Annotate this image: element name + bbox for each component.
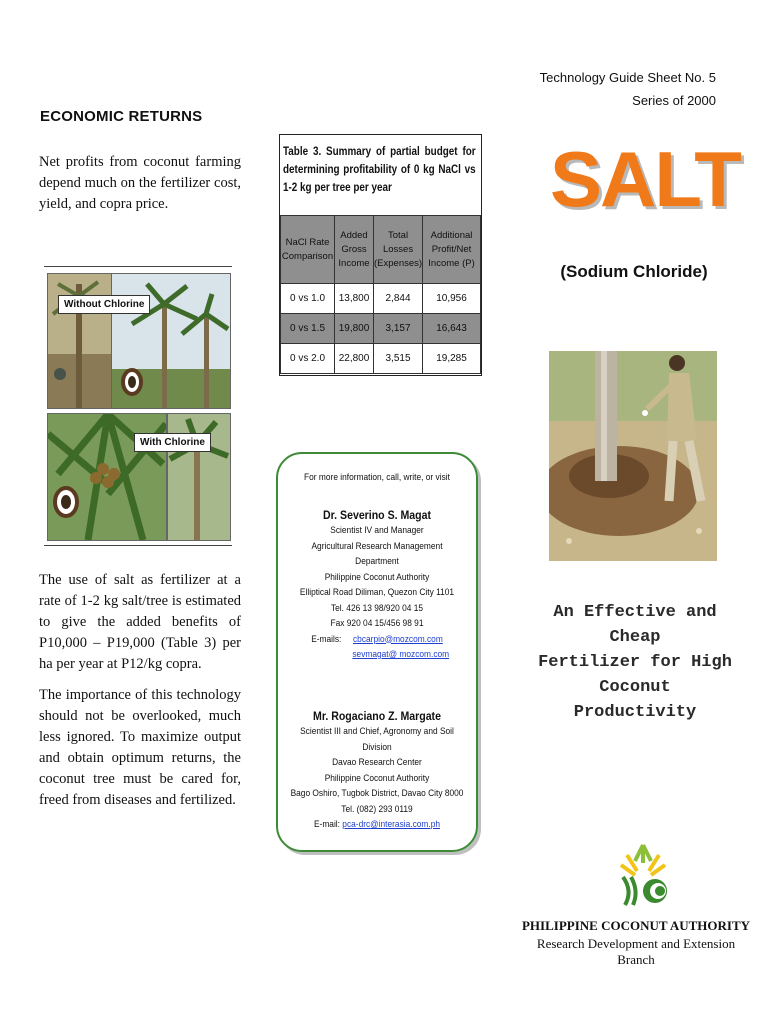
tagline: [535, 600, 735, 725]
table-header: NaCl Rate Comparison: [281, 216, 335, 284]
economic-paragraph-3: The importance of this technology should not be overlooked, much less ignored. To maximize output and obtain optimum returns, the coconut tree must be cared for, freed from diseases and fertilized.: [39, 687, 241, 808]
sheet-series: Series of 2000: [632, 93, 716, 108]
table-row: [281, 314, 481, 344]
contact-person-1-address: Elliptical Road Diliman, Quezon City 1101: [299, 587, 455, 598]
table-row: [281, 344, 481, 374]
contact-person-1-tel: Tel. 426 13 98/920 04 15: [330, 602, 424, 614]
contact-person-1-title: Scientist IV and Manager: [330, 525, 424, 536]
economic-returns-heading: ECONOMIC RETURNS: [40, 108, 203, 125]
sheet-number-block: [540, 66, 716, 112]
salt-title: SALT: [550, 135, 740, 223]
partial-budget-table-panel: [279, 134, 482, 376]
sodium-chloride-subtitle: (Sodium Chloride): [560, 262, 708, 281]
contact-info-box: [276, 452, 478, 852]
chlorine-comparison-photos: [44, 266, 232, 546]
table-cell: 0 vs 1.5: [281, 314, 335, 344]
tagline-line: Productivity: [573, 703, 697, 722]
tagline-line: An Effective and Cheap: [553, 603, 717, 647]
table-cell: 19,800: [335, 314, 374, 344]
table-header: Total Losses (Expenses): [374, 216, 423, 284]
email-link-cbcarpio[interactable]: cbcarpio@mozcom.com: [353, 633, 443, 645]
tagline-line: Fertilizer for High: [538, 653, 732, 672]
economic-paragraph-2: The use of salt as fertilizer at a rate of 1-2 kg salt/tree is estimated to give the added benefits of P10,000 – P19,000 (Table 3) per ha per year at P12/kg copra.: [39, 572, 241, 672]
table-cell: 0 vs 2.0: [281, 344, 335, 374]
contact-person-1-emails: [290, 632, 464, 648]
contact-person-1-fax: Fax 920 04 15/456 98 91: [330, 618, 424, 629]
with-chlorine-caption: With Chlorine: [134, 433, 211, 452]
contact-person-2-org: Philippine Coconut Authority: [324, 772, 430, 784]
contact-person-2-email: [290, 817, 464, 833]
contact-person-1-name: Dr. Severino S. Magat: [323, 507, 431, 522]
contact-person-2-tel: Tel. (082) 293 0119: [341, 803, 413, 815]
table-cell: 10,956: [423, 284, 481, 314]
pca-logo-icon: [613, 841, 673, 911]
table-row: [281, 284, 481, 314]
contact-person-2-dept: Davao Research Center: [332, 757, 422, 768]
table-cell: 2,844: [374, 284, 423, 314]
email-link-sevmagat[interactable]: sevmagat@ mozcom.com: [352, 649, 450, 660]
contact-person-1-dept: Agricultural Research Management Department: [311, 540, 443, 567]
contact-person-1-email-2: [290, 647, 464, 663]
organization-branch: Research Development and Extension Branch: [536, 936, 736, 967]
contact-intro: For more information, call, write, or visit: [304, 472, 450, 483]
table-header: Added Gross Income: [335, 216, 374, 284]
partial-budget-table: [280, 215, 481, 374]
contact-person-2-address: Bago Oshiro, Tugbok District, Davao City 8000: [290, 788, 464, 799]
contact-person-1-org: Philippine Coconut Authority: [324, 571, 430, 583]
photo-without-chlorine-right: [111, 273, 231, 409]
table-header: Additional Profit/Net Income (P): [423, 216, 481, 284]
table-cell: 16,643: [423, 314, 481, 344]
tagline-line: Coconut: [599, 678, 671, 697]
economic-paragraph-1: Net profits from coconut farming depend much on the fertilizer cost, yield, and copra price.: [39, 154, 241, 212]
without-chlorine-caption: Without Chlorine: [58, 295, 150, 314]
table-cell: 22,800: [335, 344, 374, 374]
table-cell: 0 vs 1.0: [281, 284, 335, 314]
table-cell: 3,515: [374, 344, 423, 374]
contact-person-2-title: Scientist III and Chief, Agronomy and Soil Division: [300, 726, 454, 753]
farmer-applying-salt-photo: [549, 351, 717, 561]
photo-without-chlorine-left: [47, 273, 112, 409]
email-link-pca-drc[interactable]: pca-drc@interasia.com.ph: [342, 819, 441, 830]
table-cell: 13,800: [335, 284, 374, 314]
emails-label: E-mails:: [311, 633, 342, 645]
table-title: Table 3. Summary of partial budget for determining profitability of 0 kg NaCl vs 1-2 kg per tree per year: [283, 146, 476, 194]
organization-name: PHILIPPINE COCONUT AUTHORITY: [521, 918, 750, 933]
contact-person-2-name: Mr. Rogaciano Z. Margate: [313, 708, 441, 723]
sheet-number: Technology Guide Sheet No. 5: [539, 70, 716, 85]
table-cell: 19,285: [423, 344, 481, 374]
table-cell: 3,157: [374, 314, 423, 344]
email-label: E-mail:: [313, 819, 340, 830]
